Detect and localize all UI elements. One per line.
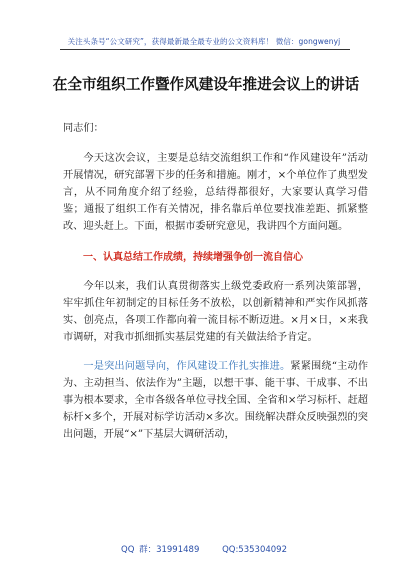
paragraph-point-1 [63, 358, 368, 443]
document-title: 在全市组织工作暨作风建设年推进会议上的讲话 [52, 76, 360, 93]
footer-contact [0, 543, 408, 555]
footer-qq-group: QQ 群：31991489 [121, 545, 200, 555]
point-1-text: 紧紧围绕“主动作为、主动担当、依法作为”主题，以想干事、能干事、干成事、不出事为根本要求，全市各级各单位寻找全国、全省和×学习标杆、赶超标杆×多个，开展对标学访活动×多次。围绕解决群众反映强烈的突出问题，开展“×”下基层大调研活动， [63, 361, 369, 440]
point-1-lead: 一是突出问题导向，作风建设工作扎实推进。 [83, 361, 291, 372]
paragraph-achievements: 今年以来，我们认真贯彻落实上级党委政府一系列决策部署，牢牢抓住年初制定的目标任务不放松，以创新精神和严实作风抓落实、创亮点，各项工作都向着一流目标不断迈进。×月×日，×来我市调研，对我市抓细抓实基层党建的有关做法给予肯定。 [63, 281, 368, 343]
paragraph-intro: 今天这次会议，主要是总结交流组织工作和“作风建设年”活动开展情况，研究部署下步的任务和措施。刚才，×个单位作了典型发言，从不同角度介绍了经验，总结得都很好，大家要认真学习借鉴；通报了组织工作有关情况，排名靠后单位要找准差距、抓紧整改、迎头赶上。下面，根据市委研究意见，我讲四个方面问题。 [63, 153, 368, 232]
document-body [63, 120, 368, 443]
footer-qq: QQ:535304092 [222, 545, 287, 555]
section-heading-1: 一、认真总结工作成绩，持续增强争创一流自信心 [83, 252, 303, 263]
header-note: 关注头条号“公文研究”，获得最新最全最专业的公文资料库！ 微信：gongwenyj [67, 37, 341, 46]
header-divider [60, 49, 350, 50]
salutation: 同志们： [63, 123, 104, 134]
